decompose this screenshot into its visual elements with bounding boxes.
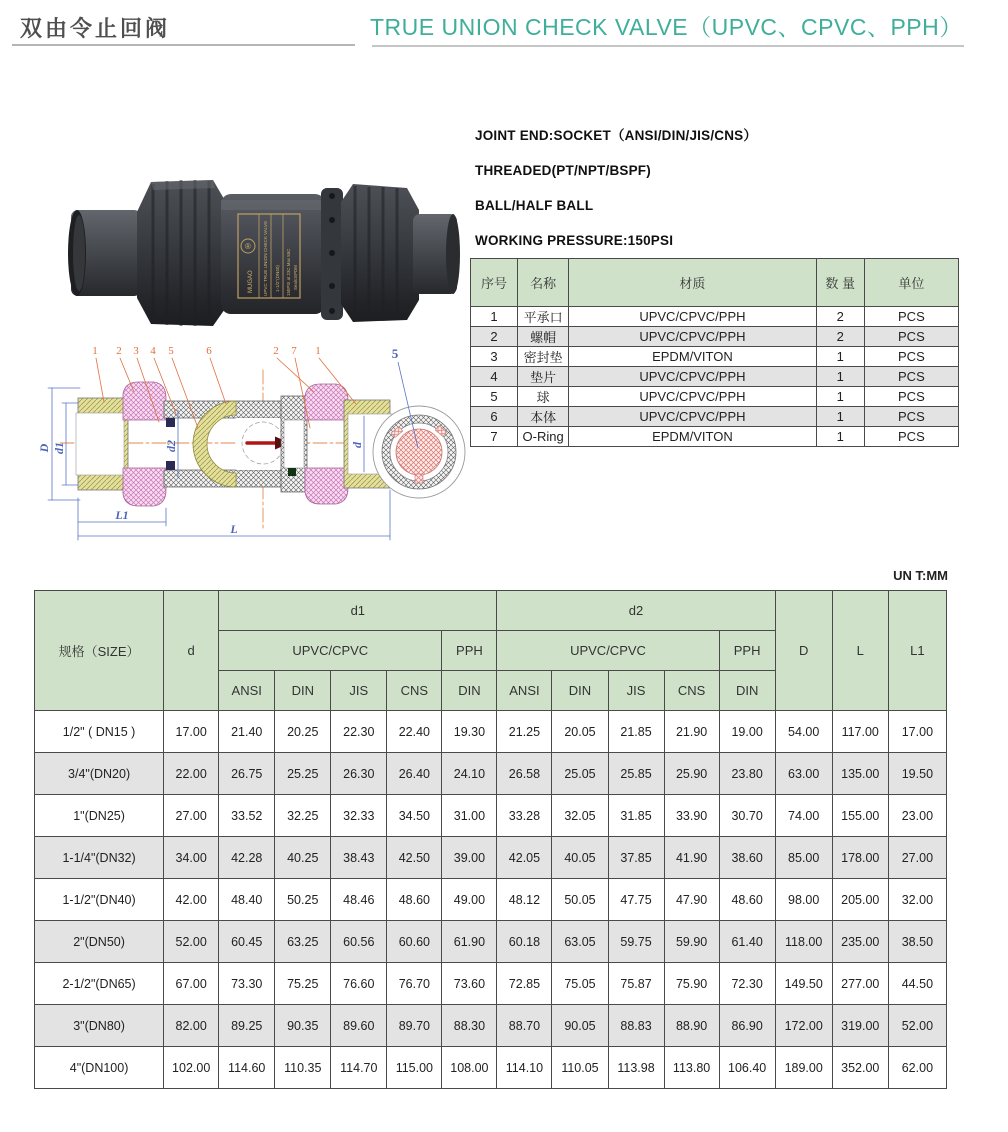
- table-cell: 50.25: [275, 879, 331, 921]
- label-line-1: UPVC TRUE UNION CHECK VALVE: [263, 220, 268, 296]
- table-cell: 48.46: [331, 879, 387, 921]
- table-cell: 2: [471, 327, 518, 347]
- table-row: [35, 753, 947, 795]
- table-cell: 42.05: [497, 837, 552, 879]
- table-row: [35, 711, 947, 753]
- table-cell: 117.00: [832, 711, 888, 753]
- label-line-3: 150PSI at 23C Max 55C: [286, 248, 291, 296]
- table-cell: 1: [816, 407, 864, 427]
- table-cell: PCS: [864, 327, 958, 347]
- std-d2-ansi: ANSI: [497, 671, 552, 711]
- spec-list: [475, 118, 995, 258]
- table-cell: 54.00: [775, 711, 832, 753]
- callout-7: 7: [291, 345, 297, 357]
- dim-label-L1: L1: [115, 508, 129, 522]
- table-cell: 106.40: [719, 1047, 775, 1089]
- parts-table: [470, 258, 959, 447]
- table-cell: 19.50: [888, 753, 946, 795]
- table-cell: 114.60: [219, 1047, 275, 1089]
- table-cell: 2"(DN50): [35, 921, 164, 963]
- table-cell: 62.00: [888, 1047, 946, 1089]
- callout-4: 4: [150, 345, 156, 357]
- spec-working-pressure: WORKING PRESSURE:150PSI: [475, 233, 674, 248]
- table-cell: 48.60: [719, 879, 775, 921]
- table-cell: 3"(DN80): [35, 1005, 164, 1047]
- end-view: [373, 346, 465, 498]
- table-cell: 42.00: [164, 879, 219, 921]
- table-cell: 88.70: [497, 1005, 552, 1047]
- dim-label-d2: d2: [164, 440, 178, 452]
- table-cell: 52.00: [164, 921, 219, 963]
- table-cell: 75.90: [664, 963, 719, 1005]
- table-row: [35, 1005, 947, 1047]
- table-cell: 26.75: [219, 753, 275, 795]
- drawing-left-nut: [123, 382, 166, 420]
- table-cell: 63.25: [275, 921, 331, 963]
- col-header-unit: 单位: [864, 259, 958, 307]
- table-cell: 球: [518, 387, 569, 407]
- table-cell: 31.85: [608, 795, 664, 837]
- table-cell: 3: [471, 347, 518, 367]
- callout-1b: 1: [315, 345, 321, 357]
- table-cell: 50.05: [552, 879, 608, 921]
- table-cell: 2-1/2"(DN65): [35, 963, 164, 1005]
- table-cell: 1/2" ( DN15 ): [35, 711, 164, 753]
- spec-threaded: THREADED(PT/NPT/BSPF): [475, 163, 651, 178]
- table-cell: PCS: [864, 387, 958, 407]
- table-cell: 3/4"(DN20): [35, 753, 164, 795]
- table-cell: 135.00: [832, 753, 888, 795]
- table-row: [471, 327, 959, 347]
- callout-2: 2: [116, 345, 122, 357]
- parts-header-row: [471, 259, 959, 307]
- table-cell: O-Ring: [518, 427, 569, 447]
- table-cell: 39.00: [442, 837, 497, 879]
- table-cell: 4"(DN100): [35, 1047, 164, 1089]
- dim-label-L: L: [230, 522, 238, 536]
- table-cell: EPDM/VITON: [569, 427, 817, 447]
- label-line-4: Seals:EPDM: [293, 265, 298, 290]
- table-cell: 86.90: [719, 1005, 775, 1047]
- table-cell: 67.00: [164, 963, 219, 1005]
- table-cell: 21.25: [497, 711, 552, 753]
- std-d1-ansi: ANSI: [219, 671, 275, 711]
- table-cell: 88.90: [664, 1005, 719, 1047]
- table-cell: 1-1/2"(DN40): [35, 879, 164, 921]
- table-cell: 25.25: [275, 753, 331, 795]
- unit-note: UN T:MM: [893, 568, 948, 583]
- table-cell: 33.90: [664, 795, 719, 837]
- col-header-index: 序号: [471, 259, 518, 307]
- table-cell: 72.85: [497, 963, 552, 1005]
- end-view-ball: [396, 429, 442, 475]
- table-cell: 60.56: [331, 921, 387, 963]
- table-cell: 25.05: [552, 753, 608, 795]
- table-cell: 235.00: [832, 921, 888, 963]
- spec-ball: BALL/HALF BALL: [475, 198, 594, 213]
- table-cell: PCS: [864, 427, 958, 447]
- table-cell: PCS: [864, 407, 958, 427]
- table-cell: 6: [471, 407, 518, 427]
- table-cell: 34.00: [164, 837, 219, 879]
- col-header-L1: L1: [888, 591, 946, 711]
- group-header-d2-upvc: UPVC/CPVC: [497, 631, 719, 671]
- table-cell: 90.05: [552, 1005, 608, 1047]
- table-cell: 114.10: [497, 1047, 552, 1089]
- table-cell: 89.25: [219, 1005, 275, 1047]
- table-row: [35, 963, 947, 1005]
- dim-label-D: D: [37, 443, 51, 453]
- group-header-d2: d2: [497, 591, 775, 631]
- table-cell: 114.70: [331, 1047, 387, 1089]
- divider-left: [12, 44, 355, 46]
- valve-body: [221, 194, 325, 314]
- table-cell: 23.00: [888, 795, 946, 837]
- table-cell: 63.00: [775, 753, 832, 795]
- table-cell: 40.25: [275, 837, 331, 879]
- table-cell: 108.00: [442, 1047, 497, 1089]
- valve-right-union-nut: [341, 184, 419, 322]
- col-header-d: d: [164, 591, 219, 711]
- table-cell: 1: [816, 367, 864, 387]
- group-header-d1-upvc: UPVC/CPVC: [219, 631, 442, 671]
- table-cell: 17.00: [164, 711, 219, 753]
- col-header-qty: 数 量: [816, 259, 864, 307]
- table-cell: 48.40: [219, 879, 275, 921]
- std-d1-jis: JIS: [331, 671, 387, 711]
- dim-header-row-1: [35, 591, 947, 631]
- table-cell: 33.52: [219, 795, 275, 837]
- table-cell: 23.80: [719, 753, 775, 795]
- table-row: [471, 407, 959, 427]
- brand-name: MUGAO: [248, 270, 254, 293]
- product-photo: [55, 110, 465, 348]
- table-cell: PCS: [864, 307, 958, 327]
- table-cell: 155.00: [832, 795, 888, 837]
- table-cell: PCS: [864, 367, 958, 387]
- table-cell: 26.58: [497, 753, 552, 795]
- table-cell: 20.05: [552, 711, 608, 753]
- callout-3: 3: [133, 345, 139, 357]
- std-d1-pph-din: DIN: [442, 671, 497, 711]
- table-cell: 25.90: [664, 753, 719, 795]
- table-cell: 密封垫: [518, 347, 569, 367]
- callout-6: 6: [206, 345, 212, 357]
- callout-1: 1: [92, 345, 98, 357]
- label-line-2: 1-1/2"(DN40): [275, 265, 280, 292]
- table-cell: 本体: [518, 407, 569, 427]
- table-row: [471, 347, 959, 367]
- table-cell: 19.30: [442, 711, 497, 753]
- table-cell: 60.45: [219, 921, 275, 963]
- table-cell: 76.60: [331, 963, 387, 1005]
- table-cell: 113.98: [608, 1047, 664, 1089]
- table-cell: 33.28: [497, 795, 552, 837]
- table-cell: 7: [471, 427, 518, 447]
- table-cell: 47.90: [664, 879, 719, 921]
- group-header-d1-pph: PPH: [442, 631, 497, 671]
- table-cell: 60.60: [387, 921, 442, 963]
- table-cell: 34.50: [387, 795, 442, 837]
- table-cell: 40.05: [552, 837, 608, 879]
- table-cell: 59.75: [608, 921, 664, 963]
- table-cell: 5: [471, 387, 518, 407]
- table-cell: 17.00: [888, 711, 946, 753]
- table-cell: 89.60: [331, 1005, 387, 1047]
- table-cell: 73.30: [219, 963, 275, 1005]
- table-cell: 44.50: [888, 963, 946, 1005]
- table-cell: 118.00: [775, 921, 832, 963]
- table-cell: 89.70: [387, 1005, 442, 1047]
- end-view-callout-5: 5: [391, 346, 399, 361]
- table-cell: 1-1/4"(DN32): [35, 837, 164, 879]
- table-cell: 41.90: [664, 837, 719, 879]
- table-cell: UPVC/CPVC/PPH: [569, 307, 817, 327]
- std-d2-pph-din: DIN: [719, 671, 775, 711]
- table-cell: 63.05: [552, 921, 608, 963]
- std-d2-din: DIN: [552, 671, 608, 711]
- std-d1-din: DIN: [275, 671, 331, 711]
- table-cell: 352.00: [832, 1047, 888, 1089]
- table-cell: UPVC/CPVC/PPH: [569, 387, 817, 407]
- table-cell: 31.00: [442, 795, 497, 837]
- col-header-D: D: [775, 591, 832, 711]
- table-cell: EPDM/VITON: [569, 347, 817, 367]
- table-row: [471, 367, 959, 387]
- group-header-d1: d1: [219, 591, 497, 631]
- table-row: [35, 1047, 947, 1089]
- table-cell: 32.05: [552, 795, 608, 837]
- table-cell: 38.43: [331, 837, 387, 879]
- table-cell: 22.40: [387, 711, 442, 753]
- table-cell: 82.00: [164, 1005, 219, 1047]
- table-cell: 73.60: [442, 963, 497, 1005]
- std-d1-cns: CNS: [387, 671, 442, 711]
- table-row: [471, 427, 959, 447]
- table-cell: 102.00: [164, 1047, 219, 1089]
- spec-joint-end: JOINT END:SOCKET（ANSI/DIN/JIS/CNS）: [475, 128, 758, 143]
- table-cell: 42.50: [387, 837, 442, 879]
- brand-logo-icon: ®: [245, 242, 251, 251]
- table-cell: UPVC/CPVC/PPH: [569, 407, 817, 427]
- table-cell: 85.00: [775, 837, 832, 879]
- table-cell: 27.00: [164, 795, 219, 837]
- table-cell: 110.05: [552, 1047, 608, 1089]
- table-cell: 189.00: [775, 1047, 832, 1089]
- table-cell: 90.35: [275, 1005, 331, 1047]
- table-cell: 61.90: [442, 921, 497, 963]
- page-title-cn: 双由令止回阀: [20, 16, 171, 41]
- table-cell: 76.70: [387, 963, 442, 1005]
- col-header-material: 材质: [569, 259, 817, 307]
- table-cell: 垫片: [518, 367, 569, 387]
- table-row: [471, 387, 959, 407]
- table-cell: 2: [816, 307, 864, 327]
- table-cell: 72.30: [719, 963, 775, 1005]
- table-cell: 61.40: [719, 921, 775, 963]
- table-cell: 21.40: [219, 711, 275, 753]
- table-cell: 88.83: [608, 1005, 664, 1047]
- table-cell: 52.00: [888, 1005, 946, 1047]
- table-cell: 2: [816, 327, 864, 347]
- table-cell: 319.00: [832, 1005, 888, 1047]
- table-cell: 25.85: [608, 753, 664, 795]
- table-cell: 21.90: [664, 711, 719, 753]
- table-row: [35, 921, 947, 963]
- table-cell: 205.00: [832, 879, 888, 921]
- std-d2-cns: CNS: [664, 671, 719, 711]
- table-cell: 110.35: [275, 1047, 331, 1089]
- table-cell: 26.30: [331, 753, 387, 795]
- table-cell: 178.00: [832, 837, 888, 879]
- table-cell: 75.05: [552, 963, 608, 1005]
- table-cell: 113.80: [664, 1047, 719, 1089]
- table-cell: 32.33: [331, 795, 387, 837]
- table-cell: 149.50: [775, 963, 832, 1005]
- dim-label-d1: d1: [52, 442, 66, 454]
- table-cell: 1: [816, 387, 864, 407]
- table-cell: 115.00: [387, 1047, 442, 1089]
- table-cell: 1: [816, 427, 864, 447]
- table-cell: 32.25: [275, 795, 331, 837]
- dimensions-table: [34, 590, 947, 1089]
- technical-drawing: [26, 340, 466, 558]
- table-cell: 277.00: [832, 963, 888, 1005]
- table-cell: 172.00: [775, 1005, 832, 1047]
- std-d2-jis: JIS: [608, 671, 664, 711]
- table-cell: 42.28: [219, 837, 275, 879]
- table-cell: 38.60: [719, 837, 775, 879]
- divider-right: [372, 45, 964, 47]
- table-cell: 98.00: [775, 879, 832, 921]
- table-cell: UPVC/CPVC/PPH: [569, 367, 817, 387]
- callout-5: 5: [168, 345, 174, 357]
- table-cell: 21.85: [608, 711, 664, 753]
- dim-label-d: d: [350, 442, 364, 448]
- valve-photo-illustration: [55, 110, 465, 348]
- table-cell: 平承口: [518, 307, 569, 327]
- table-row: [35, 837, 947, 879]
- table-cell: 1: [816, 347, 864, 367]
- callout-2b: 2: [273, 345, 279, 357]
- table-cell: PCS: [864, 347, 958, 367]
- table-cell: 20.25: [275, 711, 331, 753]
- col-header-size: 规格（SIZE）: [35, 591, 164, 711]
- table-cell: 30.70: [719, 795, 775, 837]
- table-row: [471, 307, 959, 327]
- cross-section-view: [37, 345, 392, 540]
- table-cell: 1: [471, 307, 518, 327]
- table-cell: 38.50: [888, 921, 946, 963]
- table-cell: UPVC/CPVC/PPH: [569, 327, 817, 347]
- table-row: [35, 795, 947, 837]
- table-cell: 32.00: [888, 879, 946, 921]
- table-cell: 48.12: [497, 879, 552, 921]
- group-header-d2-pph: PPH: [719, 631, 775, 671]
- table-cell: 88.30: [442, 1005, 497, 1047]
- table-cell: 24.10: [442, 753, 497, 795]
- page-title-en: TRUE UNION CHECK VALVE（UPVC、CPVC、PPH）: [370, 14, 963, 40]
- table-cell: 75.87: [608, 963, 664, 1005]
- col-header-name: 名称: [518, 259, 569, 307]
- col-header-L: L: [832, 591, 888, 711]
- table-cell: 60.18: [497, 921, 552, 963]
- table-cell: 48.60: [387, 879, 442, 921]
- table-cell: 4: [471, 367, 518, 387]
- table-cell: 27.00: [888, 837, 946, 879]
- table-cell: 22.30: [331, 711, 387, 753]
- table-cell: 49.00: [442, 879, 497, 921]
- table-cell: 19.00: [719, 711, 775, 753]
- table-cell: 37.85: [608, 837, 664, 879]
- table-cell: 74.00: [775, 795, 832, 837]
- table-cell: 22.00: [164, 753, 219, 795]
- table-cell: 59.90: [664, 921, 719, 963]
- table-cell: 螺帽: [518, 327, 569, 347]
- table-cell: 1"(DN25): [35, 795, 164, 837]
- table-row: [35, 879, 947, 921]
- table-cell: 75.25: [275, 963, 331, 1005]
- table-cell: 26.40: [387, 753, 442, 795]
- table-cell: 47.75: [608, 879, 664, 921]
